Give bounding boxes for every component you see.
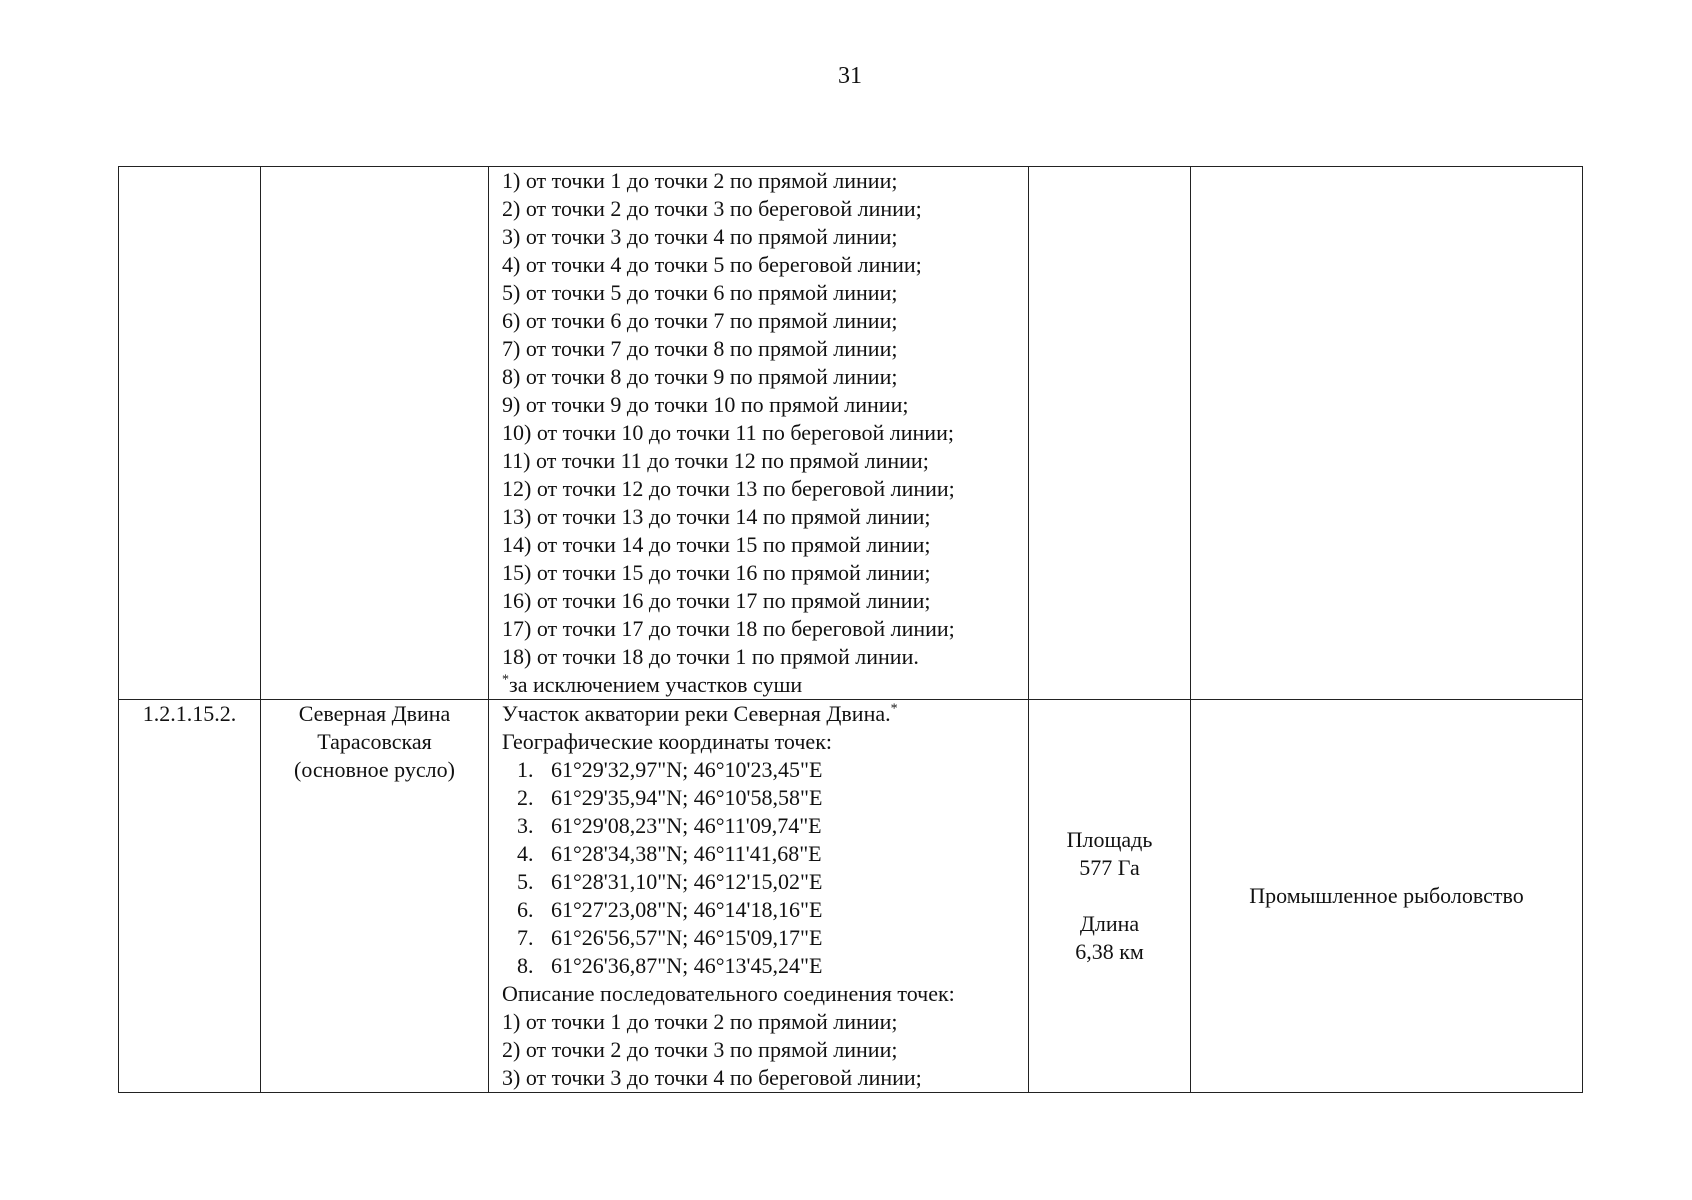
measure-cell xyxy=(1029,700,1191,1093)
connection-line: 10) от точки 10 до точки 11 по береговой линии; xyxy=(502,420,954,445)
code-cell-empty xyxy=(119,167,261,700)
boundary-description-cell xyxy=(489,167,1029,700)
coordinate-number: 3. xyxy=(517,813,534,838)
area-title: Участок акватории реки Северная Двина.* xyxy=(502,701,898,726)
coordinate-number: 5. xyxy=(517,869,534,894)
purpose-cell xyxy=(1191,700,1583,1093)
length-value: 6,38 км xyxy=(1075,939,1144,964)
coordinate-item xyxy=(517,784,1022,812)
coordinate-item xyxy=(517,952,1022,980)
fishing-areas-table xyxy=(118,166,1583,1093)
purpose-cell-empty xyxy=(1191,167,1583,700)
connection-line: 13) от точки 13 до точки 14 по прямой линии; xyxy=(502,504,931,529)
footnote-text: за исключением участков суши xyxy=(509,672,803,697)
connection-line: 12) от точки 12 до точки 13 по береговой линии; xyxy=(502,476,955,501)
coordinate-item xyxy=(517,868,1022,896)
coordinate-number: 7. xyxy=(517,925,534,950)
coordinate-value: 61°29'32,97"N; 46°10'23,45"E xyxy=(551,757,823,782)
coordinates-list xyxy=(489,756,1028,980)
coordinate-value: 61°29'08,23"N; 46°11'09,74"E xyxy=(551,813,822,838)
coords-heading: Географические координаты точек: xyxy=(502,729,832,754)
coordinate-value: 61°26'56,57"N; 46°15'09,17"E xyxy=(551,925,823,950)
length-label: Длина xyxy=(1079,911,1140,936)
coordinate-number: 6. xyxy=(517,897,534,922)
connection-line: 1) от точки 1 до точки 2 по прямой линии; xyxy=(502,1009,898,1034)
coordinate-number: 8. xyxy=(517,953,534,978)
code-cell xyxy=(119,700,261,1093)
connection-line: 2) от точки 2 до точки 3 по прямой линии; xyxy=(502,1037,898,1062)
name-cell xyxy=(261,700,489,1093)
area-title-mark: * xyxy=(890,701,898,717)
footnote-line xyxy=(502,671,1022,699)
area-label: Площадь xyxy=(1066,827,1153,852)
table-row-main xyxy=(119,700,1583,1093)
connection-line: 2) от точки 2 до точки 3 по береговой линии; xyxy=(502,196,922,221)
page-number: 31 xyxy=(838,63,862,89)
connection-line: 6) от точки 6 до точки 7 по прямой линии; xyxy=(502,308,898,333)
connection-line: 3) от точки 3 до точки 4 по прямой линии; xyxy=(502,224,898,249)
connection-line: 9) от точки 9 до точки 10 по прямой линии; xyxy=(502,392,909,417)
connection-line: 4) от точки 4 до точки 5 по береговой линии; xyxy=(502,252,922,277)
connection-line: 17) от точки 17 до точки 18 по береговой линии; xyxy=(502,616,955,641)
coordinate-value: 61°28'34,38"N; 46°11'41,68"E xyxy=(551,841,822,866)
coordinate-number: 1. xyxy=(517,757,534,782)
connection-heading: Описание последовательного соединения точек: xyxy=(502,981,955,1006)
coordinate-item xyxy=(517,756,1022,784)
coordinate-item xyxy=(517,924,1022,952)
connection-line: 8) от точки 8 до точки 9 по прямой линии; xyxy=(502,364,898,389)
coordinate-value: 61°28'31,10"N; 46°12'15,02"E xyxy=(551,869,823,894)
coordinate-number: 2. xyxy=(517,785,534,810)
name-line-2: Тарасовская xyxy=(317,729,432,754)
area-value: 577 Га xyxy=(1079,855,1140,880)
coordinate-item xyxy=(517,840,1022,868)
connection-line: 3) от точки 3 до точки 4 по береговой линии; xyxy=(502,1065,922,1090)
name-cell-empty xyxy=(261,167,489,700)
connection-line: 11) от точки 11 до точки 12 по прямой линии; xyxy=(502,448,929,473)
coordinate-value: 61°29'35,94"N; 46°10'58,58"E xyxy=(551,785,823,810)
table-row-continued xyxy=(119,167,1583,700)
connection-line: 16) от точки 16 до точки 17 по прямой линии; xyxy=(502,588,931,613)
connection-line: 15) от точки 15 до точки 16 по прямой линии; xyxy=(502,560,931,585)
connection-line: 1) от точки 1 до точки 2 по прямой линии; xyxy=(502,168,898,193)
coordinate-value: 61°26'36,87"N; 46°13'45,24"E xyxy=(551,953,823,978)
name-line-3: (основное русло) xyxy=(294,757,455,782)
purpose-text: Промышленное рыболовство xyxy=(1249,883,1524,908)
coordinate-value: 61°27'23,08"N; 46°14'18,16"E xyxy=(551,897,823,922)
connection-line: 5) от точки 5 до точки 6 по прямой линии; xyxy=(502,280,898,305)
footnote-mark: * xyxy=(502,672,509,688)
measure-cell-empty xyxy=(1029,167,1191,700)
coordinate-number: 4. xyxy=(517,841,534,866)
coordinate-item xyxy=(517,812,1022,840)
name-line-1: Северная Двина xyxy=(298,701,451,726)
connection-line: 14) от точки 14 до точки 15 по прямой линии; xyxy=(502,532,931,557)
section-code: 1.2.1.15.2. xyxy=(142,701,237,726)
main-connection-lines-list xyxy=(489,1008,1028,1092)
coordinate-item xyxy=(517,896,1022,924)
connection-line: 18) от точки 18 до точки 1 по прямой линии. xyxy=(502,644,919,669)
area-description-cell xyxy=(489,700,1029,1093)
connection-lines-list xyxy=(489,167,1028,671)
connection-line: 7) от точки 7 до точки 8 по прямой линии; xyxy=(502,336,898,361)
